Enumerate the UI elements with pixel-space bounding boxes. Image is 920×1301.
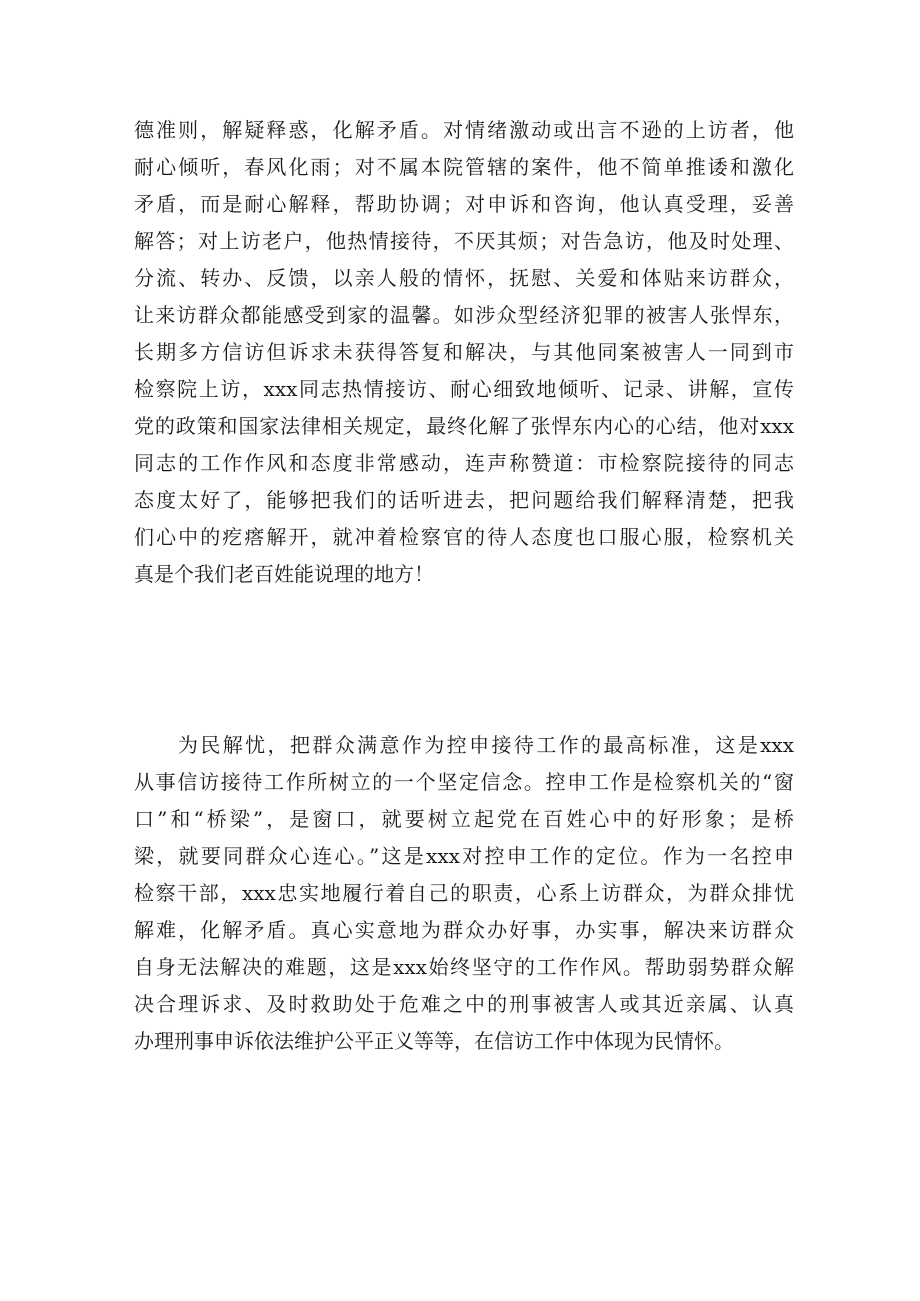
paragraph-line: 态度太好了，能够把我们的话听进去，把问题给我们解释清楚，把我	[134, 488, 794, 512]
paragraph-line: 分流、转办、反馈，以亲人般的情怀，抚慰、关爱和体贴来访群众，	[134, 266, 794, 290]
paragraph-line: 解答；对上访老户，他热情接待，不厌其烦；对告急访，他及时处理、	[134, 229, 794, 253]
paragraph-line: 决合理诉求、及时救助处于危难之中的刑事被害人或其近亲属、认真	[134, 992, 794, 1016]
paragraph-line: 矛盾，而是耐心解释，帮助协调；对申诉和咨询，他认真受理，妥善	[134, 192, 794, 216]
paragraph-line: 耐心倾听，春风化雨；对不属本院管辖的案件，他不简单推诿和激化	[134, 155, 794, 179]
paragraph-line: 长期多方信访但诉求未获得答复和解决，与其他同案被害人一同到市	[134, 340, 794, 364]
paragraph-line: 从事信访接待工作所树立的一个坚定信念。控申工作是检察机关的“窗	[134, 770, 794, 794]
paragraph-line: 自身无法解决的难题，这是xxx始终坚守的工作作风。帮助弱势群众解	[134, 955, 794, 979]
paragraph-1	[134, 112, 794, 593]
paragraph-line: 让来访群众都能感受到家的温馨。如涉众型经济犯罪的被害人张悍东，	[134, 303, 794, 327]
paragraph-line: 检察干部，xxx忠实地履行着自己的职责，心系上访群众，为群众排忧	[134, 881, 794, 905]
paragraph-line: 办理刑事申诉依法维护公平正义等等，在信访工作中体现为民情怀。	[134, 1029, 734, 1053]
paragraph-line: 口”和“桥梁”，是窗口，就要树立起党在百姓心中的好形象；是桥	[134, 807, 794, 831]
paragraph-line: 梁，就要同群众心连心。”这是xxx对控申工作的定位。作为一名控申	[134, 844, 794, 868]
paragraph-line: 们心中的疙瘩解开，就冲着检察官的待人态度也口服心服，检察机关	[134, 525, 794, 549]
paragraph-line: 同志的工作作风和态度非常感动，连声称赞道：市检察院接待的同志	[134, 451, 794, 475]
paragraph-line: 党的政策和国家法律相关规定，最终化解了张悍东内心的心结，他对xxx	[134, 414, 794, 438]
paragraph-2	[134, 727, 794, 1060]
paragraph-line: 检察院上访，xxx同志热情接访、耐心细致地倾听、记录、讲解，宣传	[134, 377, 794, 401]
paragraph-line: 解难，化解矛盾。真心实意地为群众办好事，办实事，解决来访群众	[134, 918, 794, 942]
paragraph-line: 真是个我们老百姓能说理的地方！	[134, 562, 434, 586]
paragraph-line: 德准则，解疑释惑，化解矛盾。对情绪激动或出言不逊的上访者，他	[134, 118, 794, 142]
paragraph-line: 为民解忧，把群众满意作为控申接待工作的最高标准，这是xxx	[178, 733, 794, 757]
